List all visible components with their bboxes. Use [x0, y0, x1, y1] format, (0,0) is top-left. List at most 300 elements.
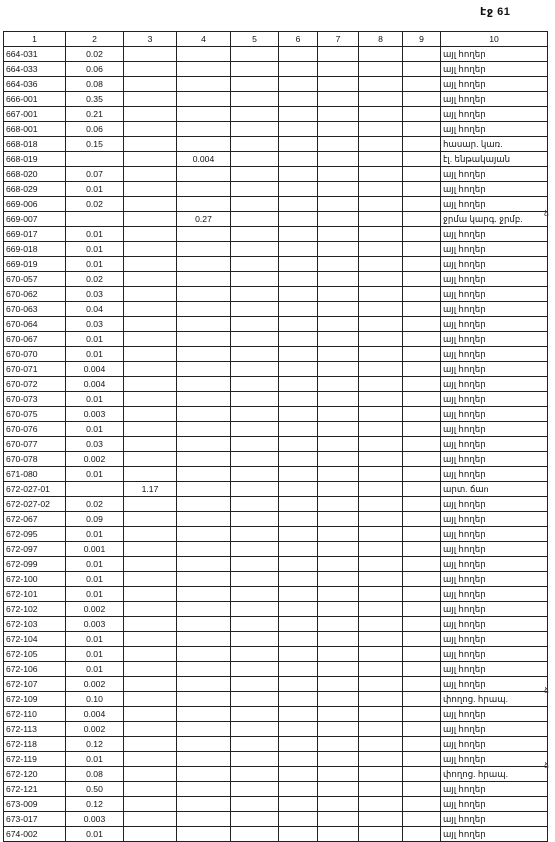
area-col4-cell [177, 797, 231, 812]
area-col4-cell [177, 422, 231, 437]
table-row [4, 677, 548, 692]
col8-cell [359, 602, 403, 617]
col7-cell [318, 512, 359, 527]
col9-cell [403, 122, 441, 137]
col8-cell [359, 227, 403, 242]
col7-cell [318, 662, 359, 677]
area-col2-cell: 0.07 [66, 167, 124, 182]
table-row [4, 137, 548, 152]
parcel-code-cell: 667-001 [4, 107, 66, 122]
area-col4-cell [177, 242, 231, 257]
col7-cell [318, 797, 359, 812]
col6-cell [279, 212, 318, 227]
area-col4-cell [177, 707, 231, 722]
land-use-cell: այլ հողեր [441, 77, 548, 92]
area-col2-cell: 0.06 [66, 62, 124, 77]
col6-cell [279, 302, 318, 317]
col9-cell [403, 62, 441, 77]
col6-cell [279, 692, 318, 707]
col5-cell [231, 302, 279, 317]
land-use-cell: այլ հողեր [441, 287, 548, 302]
land-use-cell: այլ հողեր [441, 407, 548, 422]
table-row [4, 347, 548, 362]
land-use-cell: այլ հողեր [441, 182, 548, 197]
col6-cell [279, 242, 318, 257]
area-col4-cell [177, 272, 231, 287]
parcel-code-cell: 668-029 [4, 182, 66, 197]
col5-cell [231, 707, 279, 722]
col8-cell [359, 272, 403, 287]
col7-cell [318, 542, 359, 557]
col7-cell [318, 557, 359, 572]
col5-cell [231, 377, 279, 392]
parcel-code-cell: 669-017 [4, 227, 66, 242]
col9-cell [403, 707, 441, 722]
col9-cell [403, 602, 441, 617]
col9-cell [403, 452, 441, 467]
col5-cell [231, 392, 279, 407]
land-use-cell: փողոց. հրապ. [441, 767, 548, 782]
col9-cell [403, 272, 441, 287]
area-col2-cell: 0.03 [66, 437, 124, 452]
col9-cell [403, 302, 441, 317]
col9-cell [403, 77, 441, 92]
area-col3-cell [124, 77, 177, 92]
parcel-code-cell: 672-103 [4, 617, 66, 632]
col9-cell [403, 617, 441, 632]
column-header-8: 8 [359, 32, 403, 47]
col8-cell [359, 812, 403, 827]
col9-cell [403, 152, 441, 167]
area-col4-cell [177, 167, 231, 182]
area-col3-cell [124, 62, 177, 77]
area-col3-cell [124, 152, 177, 167]
col7-cell [318, 77, 359, 92]
col5-cell [231, 572, 279, 587]
col7-cell [318, 677, 359, 692]
col5-cell [231, 557, 279, 572]
table-row [4, 827, 548, 842]
col7-cell [318, 422, 359, 437]
area-col3-cell [124, 377, 177, 392]
table-row [4, 527, 548, 542]
area-col4-cell [177, 542, 231, 557]
col9-cell [403, 467, 441, 482]
area-col3-cell [124, 407, 177, 422]
area-col4-cell [177, 77, 231, 92]
col6-cell [279, 182, 318, 197]
area-col3-cell [124, 122, 177, 137]
col6-cell [279, 407, 318, 422]
parcel-code-cell: 669-007 [4, 212, 66, 227]
col8-cell [359, 422, 403, 437]
table-row [4, 632, 548, 647]
col8-cell [359, 617, 403, 632]
area-col4-cell [177, 587, 231, 602]
area-col4-cell [177, 662, 231, 677]
table-row [4, 797, 548, 812]
table-row [4, 227, 548, 242]
land-use-cell: այլ հողեր [441, 362, 548, 377]
col8-cell [359, 92, 403, 107]
col5-cell [231, 827, 279, 842]
col8-cell [359, 482, 403, 497]
table-row [4, 767, 548, 782]
area-col3-cell [124, 557, 177, 572]
area-col4-cell [177, 812, 231, 827]
header-row [4, 32, 548, 47]
col6-cell [279, 137, 318, 152]
area-col2-cell: 0.01 [66, 227, 124, 242]
col6-cell [279, 122, 318, 137]
land-use-cell: այլ հողեր [441, 197, 548, 212]
col9-cell [403, 167, 441, 182]
col6-cell [279, 572, 318, 587]
area-col4-cell: 0.004 [177, 152, 231, 167]
col8-cell [359, 62, 403, 77]
parcel-code-cell: 669-019 [4, 257, 66, 272]
col8-cell [359, 737, 403, 752]
col8-cell [359, 167, 403, 182]
col5-cell [231, 587, 279, 602]
area-col3-cell [124, 272, 177, 287]
col8-cell [359, 302, 403, 317]
col6-cell [279, 467, 318, 482]
col8-cell [359, 767, 403, 782]
col6-cell [279, 167, 318, 182]
land-use-cell: այլ հողեր [441, 227, 548, 242]
parcel-code-cell: 670-076 [4, 422, 66, 437]
area-col2-cell [66, 482, 124, 497]
area-col2-cell: 0.01 [66, 557, 124, 572]
col7-cell [318, 437, 359, 452]
parcel-code-cell: 664-036 [4, 77, 66, 92]
area-col4-cell [177, 557, 231, 572]
col9-cell [403, 797, 441, 812]
col9-cell [403, 662, 441, 677]
area-col3-cell [124, 422, 177, 437]
table-row [4, 62, 548, 77]
land-use-cell: այլ հողեր [441, 242, 548, 257]
col6-cell [279, 767, 318, 782]
col9-cell [403, 512, 441, 527]
col8-cell [359, 332, 403, 347]
area-col3-cell [124, 572, 177, 587]
area-col2-cell: 0.02 [66, 197, 124, 212]
area-col3-cell [124, 392, 177, 407]
land-use-cell: այլ հողեր [441, 317, 548, 332]
col7-cell [318, 587, 359, 602]
area-col4-cell [177, 122, 231, 137]
col8-cell [359, 152, 403, 167]
land-use-cell: այլ հողեր [441, 422, 548, 437]
col8-cell [359, 362, 403, 377]
land-use-cell: այլ հողեր [441, 752, 548, 767]
table-row [4, 707, 548, 722]
area-col2-cell: 0.001 [66, 542, 124, 557]
area-col3-cell [124, 722, 177, 737]
table-row [4, 542, 548, 557]
parcel-code-cell: 672-099 [4, 557, 66, 572]
margin-mark: ձ [544, 761, 549, 770]
area-col3-cell [124, 827, 177, 842]
col5-cell [231, 692, 279, 707]
col9-cell [403, 737, 441, 752]
area-col4-cell [177, 602, 231, 617]
land-use-cell: էլ. ենթակայան [441, 152, 548, 167]
col6-cell [279, 47, 318, 62]
col8-cell [359, 317, 403, 332]
area-col2-cell: 0.01 [66, 752, 124, 767]
table-row [4, 497, 548, 512]
col8-cell [359, 392, 403, 407]
area-col3-cell [124, 497, 177, 512]
area-col4-cell [177, 332, 231, 347]
land-use-cell: այլ հողեր [441, 347, 548, 362]
parcel-code-cell: 674-002 [4, 827, 66, 842]
area-col2-cell: 0.35 [66, 92, 124, 107]
area-col4-cell [177, 482, 231, 497]
table-row [4, 197, 548, 212]
area-col2-cell: 0.004 [66, 707, 124, 722]
land-use-cell: այլ հողեր [441, 257, 548, 272]
area-col4-cell [177, 407, 231, 422]
col6-cell [279, 62, 318, 77]
col7-cell [318, 347, 359, 362]
col8-cell [359, 197, 403, 212]
area-col2-cell: 0.003 [66, 812, 124, 827]
table-row [4, 272, 548, 287]
col9-cell [403, 632, 441, 647]
col5-cell [231, 332, 279, 347]
col8-cell [359, 572, 403, 587]
col8-cell [359, 242, 403, 257]
col7-cell [318, 722, 359, 737]
land-use-cell: այլ հողեր [441, 722, 548, 737]
col8-cell [359, 257, 403, 272]
col8-cell [359, 377, 403, 392]
col6-cell [279, 662, 318, 677]
area-col3-cell [124, 182, 177, 197]
col8-cell [359, 677, 403, 692]
area-col2-cell: 0.01 [66, 827, 124, 842]
parcel-code-cell: 671-080 [4, 467, 66, 482]
table-row [4, 572, 548, 587]
col7-cell [318, 122, 359, 137]
col7-cell [318, 167, 359, 182]
col6-cell [279, 677, 318, 692]
col9-cell [403, 182, 441, 197]
table-row [4, 482, 548, 497]
col7-cell [318, 527, 359, 542]
parcel-code-cell: 664-033 [4, 62, 66, 77]
col6-cell [279, 77, 318, 92]
parcel-code-cell: 672-101 [4, 587, 66, 602]
table-row [4, 302, 548, 317]
parcel-code-cell: 668-001 [4, 122, 66, 137]
col5-cell [231, 362, 279, 377]
area-col4-cell [177, 677, 231, 692]
parcel-code-cell: 672-106 [4, 662, 66, 677]
col5-cell [231, 257, 279, 272]
column-header-7: 7 [318, 32, 359, 47]
margin-mark: ձ [544, 686, 549, 695]
table-row [4, 467, 548, 482]
col9-cell [403, 497, 441, 512]
table-row [4, 407, 548, 422]
table-row [4, 47, 548, 62]
area-col3-cell [124, 302, 177, 317]
col5-cell [231, 122, 279, 137]
parcel-code-cell: 672-104 [4, 632, 66, 647]
area-col2-cell: 0.09 [66, 512, 124, 527]
col5-cell [231, 737, 279, 752]
land-use-cell: այլ հողեր [441, 92, 548, 107]
col7-cell [318, 137, 359, 152]
land-use-cell: այլ հողեր [441, 332, 548, 347]
land-use-cell: այլ հողեր [441, 62, 548, 77]
col7-cell [318, 107, 359, 122]
land-use-cell: այլ հողեր [441, 662, 548, 677]
col9-cell [403, 542, 441, 557]
area-col2-cell: 0.003 [66, 407, 124, 422]
column-header-2: 2 [66, 32, 124, 47]
col5-cell [231, 512, 279, 527]
col5-cell [231, 767, 279, 782]
area-col3-cell [124, 212, 177, 227]
land-register-table [3, 31, 548, 842]
column-header-9: 9 [403, 32, 441, 47]
table-row [4, 782, 548, 797]
area-col3-cell [124, 242, 177, 257]
land-use-cell: այլ հողեր [441, 107, 548, 122]
area-col3-cell [124, 632, 177, 647]
table-row [4, 167, 548, 182]
col5-cell [231, 812, 279, 827]
column-header-10: 10 [441, 32, 548, 47]
col5-cell [231, 407, 279, 422]
col9-cell [403, 407, 441, 422]
area-col4-cell [177, 632, 231, 647]
col7-cell [318, 272, 359, 287]
area-col3-cell [124, 197, 177, 212]
col9-cell [403, 242, 441, 257]
table-row [4, 812, 548, 827]
area-col2-cell: 0.002 [66, 452, 124, 467]
land-use-cell: այլ հողեր [441, 302, 548, 317]
col5-cell [231, 782, 279, 797]
land-use-cell: այլ հողեր [441, 392, 548, 407]
col7-cell [318, 92, 359, 107]
col5-cell [231, 437, 279, 452]
col9-cell [403, 362, 441, 377]
col8-cell [359, 662, 403, 677]
parcel-code-cell: 672-105 [4, 647, 66, 662]
col9-cell [403, 812, 441, 827]
col7-cell [318, 692, 359, 707]
parcel-code-cell: 672-102 [4, 602, 66, 617]
area-col2-cell: 0.02 [66, 497, 124, 512]
area-col2-cell: 0.21 [66, 107, 124, 122]
col9-cell [403, 482, 441, 497]
land-use-cell: այլ հողեր [441, 632, 548, 647]
col9-cell [403, 782, 441, 797]
parcel-code-cell: 672-095 [4, 527, 66, 542]
col6-cell [279, 362, 318, 377]
col7-cell [318, 617, 359, 632]
col7-cell [318, 242, 359, 257]
col5-cell [231, 542, 279, 557]
col7-cell [318, 62, 359, 77]
area-col3-cell [124, 512, 177, 527]
table-row [4, 692, 548, 707]
col7-cell [318, 182, 359, 197]
land-use-cell: այլ հողեր [441, 497, 548, 512]
area-col3-cell [124, 107, 177, 122]
col6-cell [279, 272, 318, 287]
area-col2-cell: 0.003 [66, 617, 124, 632]
col6-cell [279, 482, 318, 497]
col6-cell [279, 422, 318, 437]
col5-cell [231, 77, 279, 92]
col9-cell [403, 227, 441, 242]
col6-cell [279, 332, 318, 347]
col8-cell [359, 122, 403, 137]
area-col4-cell [177, 362, 231, 377]
col5-cell [231, 212, 279, 227]
area-col2-cell: 0.01 [66, 662, 124, 677]
parcel-code-cell: 670-073 [4, 392, 66, 407]
col9-cell [403, 317, 441, 332]
col6-cell [279, 797, 318, 812]
col9-cell [403, 107, 441, 122]
table-row [4, 452, 548, 467]
land-use-cell: այլ հողեր [441, 272, 548, 287]
parcel-code-cell: 670-077 [4, 437, 66, 452]
col9-cell [403, 647, 441, 662]
table-row [4, 557, 548, 572]
land-use-cell: այլ հողեր [441, 797, 548, 812]
col5-cell [231, 797, 279, 812]
table-row [4, 182, 548, 197]
land-use-cell: այլ հողեր [441, 812, 548, 827]
parcel-code-cell: 670-064 [4, 317, 66, 332]
col7-cell [318, 602, 359, 617]
land-use-cell: այլ հողեր [441, 122, 548, 137]
col6-cell [279, 602, 318, 617]
table-row [4, 317, 548, 332]
area-col4-cell [177, 257, 231, 272]
parcel-code-cell: 672-027-01 [4, 482, 66, 497]
area-col3-cell [124, 602, 177, 617]
col6-cell [279, 347, 318, 362]
col5-cell [231, 317, 279, 332]
col6-cell [279, 527, 318, 542]
area-col2-cell [66, 212, 124, 227]
col6-cell [279, 722, 318, 737]
col7-cell [318, 632, 359, 647]
col7-cell [318, 497, 359, 512]
area-col3-cell [124, 647, 177, 662]
table-row [4, 737, 548, 752]
area-col3-cell [124, 797, 177, 812]
col5-cell [231, 92, 279, 107]
table-row [4, 752, 548, 767]
area-col4-cell [177, 302, 231, 317]
table-row [4, 437, 548, 452]
table-row [4, 392, 548, 407]
parcel-code-cell: 668-020 [4, 167, 66, 182]
